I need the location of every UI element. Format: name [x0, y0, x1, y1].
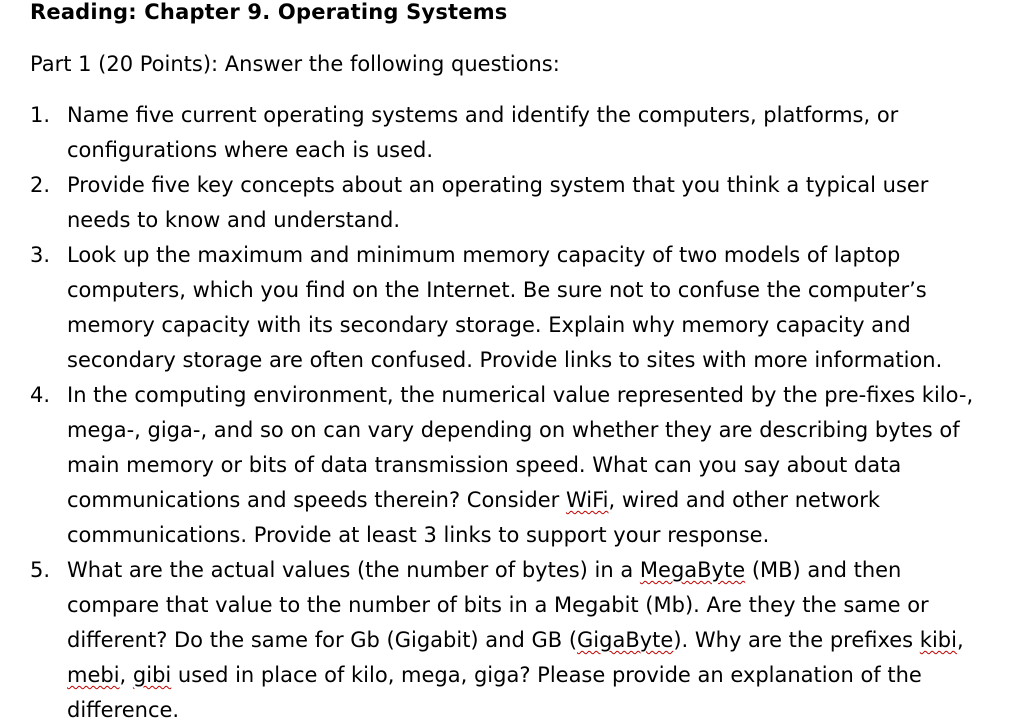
question-text: Name five current operating systems and identify the computers, platforms, or configurations where each is used.: [67, 103, 899, 162]
question-text-part: ,: [119, 663, 133, 687]
question-text-part: used in place of kilo, mega, giga? Please provide an explanation of the difference.: [67, 663, 922, 722]
question-text: [67, 558, 964, 722]
spellcheck-word: WiFi: [565, 488, 609, 512]
page-title: Reading: Chapter 9. Operating Systems: [30, 0, 508, 24]
question-text-part: , wired and other network communications. Provide at least 3 links to support your response.: [67, 488, 881, 547]
question-item-1: [30, 98, 977, 168]
question-number: 3.: [30, 243, 51, 267]
question-text-part: What are the actual values (the number of bytes) in a: [67, 558, 640, 582]
spellcheck-word: mebi: [67, 663, 120, 687]
question-number: 1.: [30, 103, 51, 127]
question-number: 5.: [30, 558, 51, 582]
question-list: [30, 98, 1020, 728]
question-item-2: [30, 168, 977, 238]
spellcheck-word: gibi: [132, 663, 172, 687]
spellcheck-word: MegaByte: [639, 558, 746, 582]
question-text-part: ,: [956, 628, 964, 652]
question-number: 2.: [30, 173, 51, 197]
question-text-part: In the computing environment, the numerical value represented by the pre-fixes kilo-, mega-, giga-, and so on can vary depending on whether they are describing bytes of main memory or bits of data transmission speed. What can you say about data communications and speeds therein? Consider: [67, 383, 974, 512]
question-number: 4.: [30, 383, 51, 407]
question-text-part: ). Why are the prefixes: [673, 628, 920, 652]
question-item-5: [30, 553, 977, 728]
spellcheck-word: GigaByte: [577, 628, 674, 652]
question-item-4: [30, 378, 977, 553]
question-text: Look up the maximum and minimum memory capacity of two models of laptop computers, which you find on the Internet. Be sure not to confuse the computer’s memory capacity with its secondary storage. Explain why memory capacity and secondary storage are often confused. Provide links to sites with more information.: [67, 243, 943, 372]
question-text: Provide five key concepts about an operating system that you think a typical user needs to know and understand.: [67, 173, 929, 232]
question-item-3: [30, 238, 977, 378]
part-instructions: Part 1 (20 Points): Answer the following questions:: [30, 52, 560, 76]
question-text-part: (MB) and then compare that value to the number of bits in a Megabit (Mb). Are they the same or different? Do the same for Gb (Gigabit) and GB (: [67, 558, 929, 652]
question-text: [67, 383, 973, 547]
spellcheck-word: kibi: [919, 628, 957, 652]
